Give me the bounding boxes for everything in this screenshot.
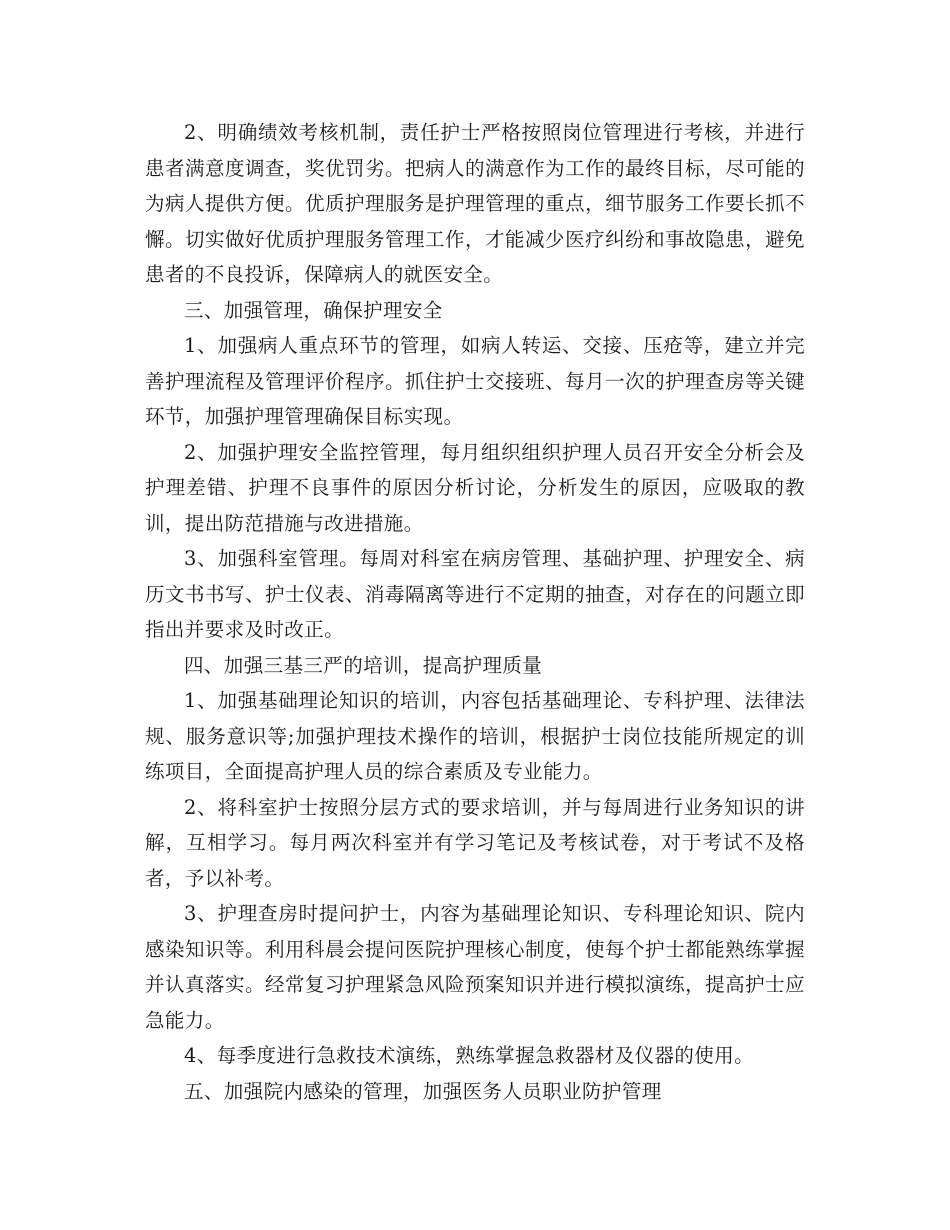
paragraph-2-performance: 2、明确绩效考核机制，责任护士严格按照岗位管理进行考核，并进行患者满意度调查，奖优罚劣。把病人的满意作为工作的最终目标，尽可能的为病人提供方便。优质护理服务是护理管理的重点，细节服务工作要长抓不懈。切实做好优质护理服务管理工作，才能减少医疗纠纷和事故隐患，避免患者的不良投诉，保障病人的就医安全。 <box>145 121 805 286</box>
section-heading-4: 四、加强三基三严的培训，提高护理质量 <box>184 653 543 677</box>
section-heading-5: 五、加强院内感染的管理，加强医务人员职业防护管理 <box>184 1079 662 1103</box>
paragraph-4-4: 4、每季度进行急救技术演练，熟练掌握急救器材及仪器的使用。 <box>184 1044 755 1067</box>
section-heading-3: 三、加强管理，确保护理安全 <box>184 298 443 322</box>
paragraph-3-2: 2、加强护理安全监控管理，每月组织组织护理人员召开安全分析会及护理差错、护理不良事件的原因分析讨论，分析发生的原因，应吸取的教训，提出防范措施与改进措施。 <box>145 440 805 535</box>
paragraph-3-1: 1、加强病人重点环节的管理，如病人转运、交接、压疮等，建立并完善护理流程及管理评价程序。抓住护士交接班、每月一次的护理查房等关键环节，加强护理管理确保目标实现。 <box>145 334 805 428</box>
paragraph-4-1: 1、加强基础理论知识的培训，内容包括基础理论、专科护理、法律法规、服务意识等;加强护理技术操作的培训，根据护士岗位技能所规定的训练项目，全面提高护理人员的综合素质及专业能力。 <box>145 689 805 783</box>
paragraph-4-2: 2、将科室护士按照分层方式的要求培训，并与每周进行业务知识的讲解，互相学习。每月两次科室并有学习笔记及考核试卷，对于考试不及格者，予以补考。 <box>145 795 805 890</box>
paragraph-3-3: 3、加强科室管理。每周对科室在病房管理、基础护理、护理安全、病历文书书写、护士仪表、消毒隔离等进行不定期的抽查，对存在的问题立即指出并要求及时改正。 <box>145 547 805 641</box>
paragraph-4-3: 3、护理查房时提问护士，内容为基础理论知识、专科理论知识、院内感染知识等。利用科晨会提问医院护理核心制度，使每个护士都能熟练掌握并认真落实。经常复习护理紧急风险预案知识并进行模拟演练，提高护士应急能力。 <box>145 902 805 1032</box>
document-body <box>145 115 805 1109</box>
